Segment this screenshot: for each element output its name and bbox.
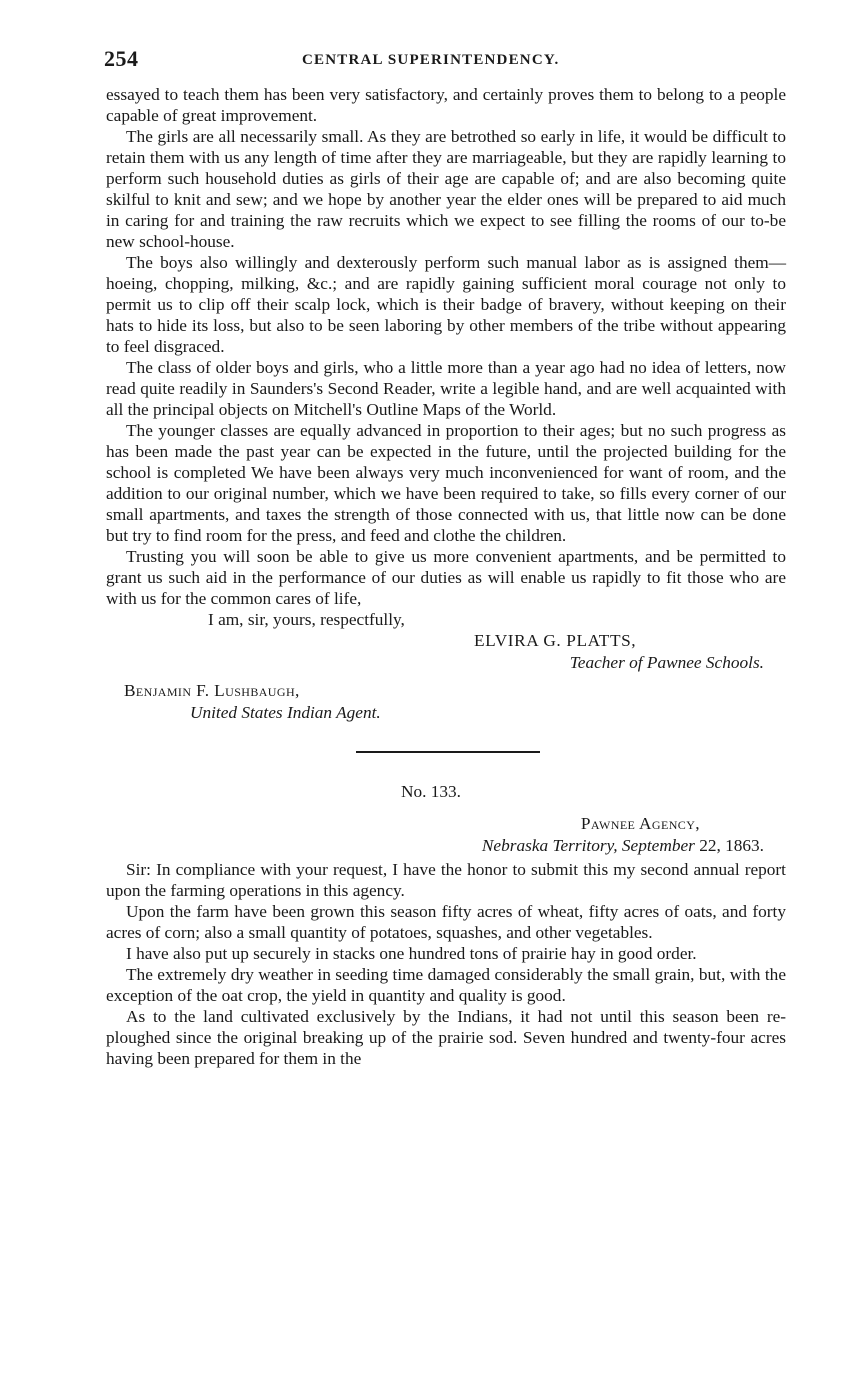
report-dateline (106, 835, 786, 857)
report-body (106, 859, 786, 1069)
report-paragraph: Sir: In compliance with your request, I have the honor to submit this my second annual report upon the farming operations in this agency. (106, 860, 786, 900)
letter-paragraph: The younger classes are equally advanced in proportion to their ages; but no such progress as has been made the past year can be expected in the future, until the projected building for the school is completed We have been always very much inconvenienced for want of room, and the addition to our original number, which we have been required to take, so fills every corner of our small apartments, and taxes the strength of those connected with us, that little now can be done but try to find room for the press, and feed and clothe the children. (106, 421, 786, 545)
dateline-date: 22, 1863. (699, 836, 764, 855)
letter-paragraph: The girls are all necessarily small. As they are betrothed so early in life, it would be difficult to retain them with us any length of time after they are marriageable, but they are rapidly learning to perform such household duties as girls of their age are capable of; and are also becoming quite skilful to knit and sew; and we hope by another year the elder ones will be prepared to aid much in caring for and training the raw recruits which we expect to see filling the rooms of our to-be new school-house. (106, 127, 786, 251)
document-page (106, 44, 786, 1069)
letter-paragraph: essayed to teach them has been very satisfactory, and certainly proves them to belong to a people capable of great improvement. (106, 85, 786, 125)
page-number: 254 (104, 46, 139, 71)
report-paragraph: I have also put up securely in stacks one hundred tons of prairie hay in good order. (126, 944, 697, 963)
page-header (106, 44, 786, 84)
signer-title: Teacher of Pawnee Schools. (569, 653, 764, 672)
letter-paragraph: The boys also willingly and dexterously perform such manual labor as is assigned them—hoeing, chopping, milking, &c.; and are rapidly gaining sufficient moral courage not only to permit us to clip off their scalp lock, which is their badge of bravery, without keeping on their hats to hide its loss, but also to be seen laboring by other members of the tribe without appearing to feel disgraced. (106, 253, 786, 356)
dateline-place: Nebraska Territory, September (481, 836, 695, 855)
report-paragraph: The extremely dry weather in seeding time damaged considerably the small grain, but, with the exception of the oat crop, the yield in quantity and quality is good. (106, 965, 786, 1005)
report-place: Pawnee Agency, (580, 814, 700, 833)
addressee-name: Benjamin F. Lushbaugh, (124, 681, 300, 700)
section-divider (356, 751, 540, 753)
letter-body (106, 84, 786, 609)
report-paragraph: Upon the farm have been grown this season fifty acres of wheat, fifty acres of oats, and forty acres of corn; also a small quantity of potatoes, squashes, and other vegetables. (106, 902, 786, 942)
document-number: No. 133. (400, 782, 461, 801)
letter-closing: I am, sir, yours, respectfully, (208, 610, 405, 629)
report-paragraph: As to the land cultivated exclusively by the Indians, it had not until this season been re-ploughed since the original breaking up of the prairie sod. Seven hundred and twenty-four acres having been prepared for them in the (106, 1007, 786, 1068)
running-head: CENTRAL SUPERINTENDENCY. (302, 52, 560, 68)
letter-paragraph: Trusting you will soon be able to give us more convenient apartments, and be permitted to grant us such aid in the performance of our duties as will enable us rapidly to fit those who are with us for the common cares of life, (106, 547, 786, 608)
addressee-title: United States Indian Agent. (190, 703, 381, 722)
letter-paragraph: The class of older boys and girls, who a little more than a year ago had no idea of letters, now read quite readily in Saunders's Second Reader, write a legible hand, and are well acquainted with all the principal objects on Mitchell's Outline Maps of the World. (106, 358, 786, 419)
signer-name: ELVIRA G. PLATTS, (474, 631, 637, 650)
